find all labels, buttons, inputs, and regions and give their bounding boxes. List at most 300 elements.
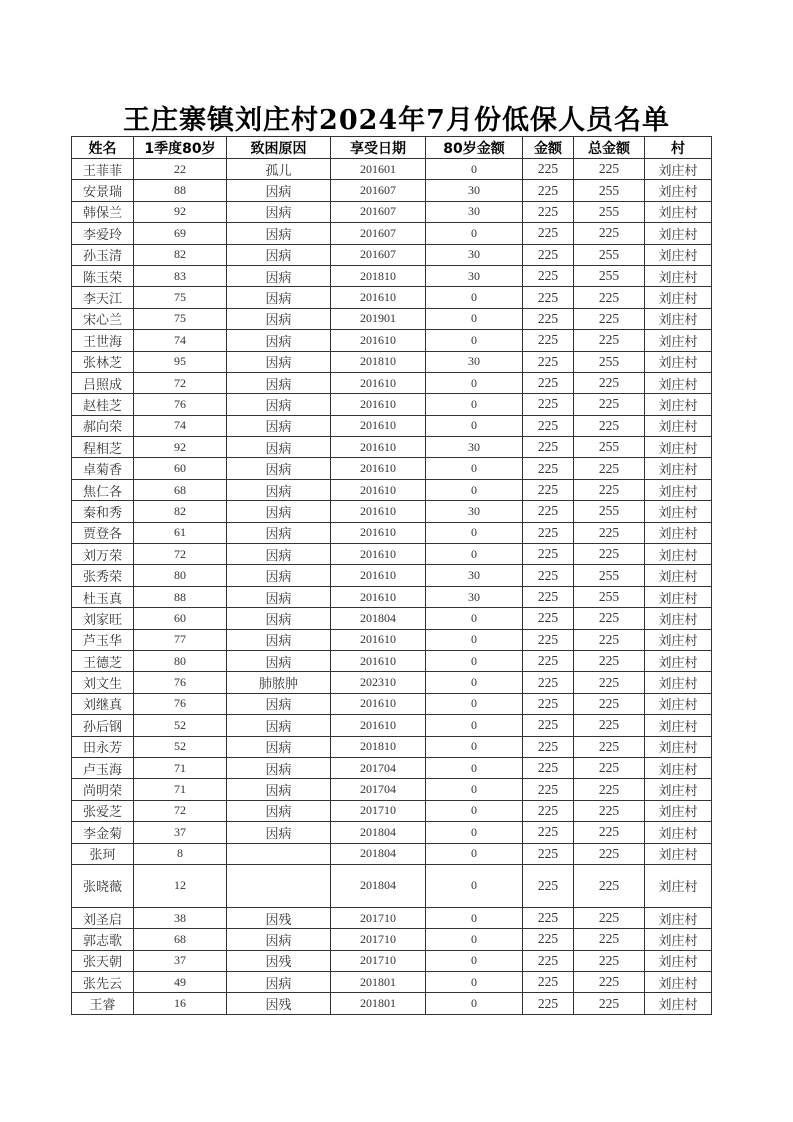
cell-village: 刘庄村	[645, 586, 712, 607]
cell-amount80: 0	[426, 715, 523, 736]
cell-q1-age: 16	[134, 993, 227, 1014]
cell-amount: 225	[523, 308, 574, 329]
cell-q1-age: 95	[134, 351, 227, 372]
cell-date: 201804	[331, 864, 426, 907]
cell-name: 张珂	[72, 843, 134, 864]
cell-amount: 225	[523, 372, 574, 393]
table-row	[72, 330, 712, 351]
cell-name: 张秀荣	[72, 565, 134, 586]
cell-total: 225	[574, 458, 645, 479]
cell-village: 刘庄村	[645, 159, 712, 180]
cell-total: 255	[574, 437, 645, 458]
cell-total: 225	[574, 479, 645, 500]
cell-amount80: 0	[426, 736, 523, 757]
cell-amount80: 0	[426, 757, 523, 778]
cell-name: 芦玉华	[72, 629, 134, 650]
cell-village: 刘庄村	[645, 972, 712, 993]
cell-date: 201610	[331, 693, 426, 714]
cell-q1-age: 82	[134, 244, 227, 265]
cell-date: 201610	[331, 394, 426, 415]
cell-q1-age: 37	[134, 822, 227, 843]
cell-q1-age: 37	[134, 950, 227, 971]
cell-village: 刘庄村	[645, 479, 712, 500]
cell-reason: 因病	[227, 757, 331, 778]
cell-amount80: 0	[426, 159, 523, 180]
cell-amount: 225	[523, 544, 574, 565]
cell-q1-age: 61	[134, 522, 227, 543]
cell-amount80: 0	[426, 800, 523, 821]
cell-total: 255	[574, 180, 645, 201]
cell-date: 201610	[331, 544, 426, 565]
table-row	[72, 458, 712, 479]
cell-reason: 因病	[227, 458, 331, 479]
cell-q1-age: 92	[134, 437, 227, 458]
table-row	[72, 394, 712, 415]
cell-amount80: 0	[426, 672, 523, 693]
cell-date: 202310	[331, 672, 426, 693]
cell-reason: 因病	[227, 265, 331, 286]
cell-total: 225	[574, 372, 645, 393]
cell-date: 201607	[331, 201, 426, 222]
cell-name: 吕照成	[72, 372, 134, 393]
cell-village: 刘庄村	[645, 929, 712, 950]
cell-date: 201710	[331, 800, 426, 821]
page-title: 王庄寨镇刘庄村2024年7月份低保人员名单	[123, 105, 670, 136]
cell-total: 225	[574, 822, 645, 843]
cell-reason: 因病	[227, 287, 331, 308]
cell-name: 刘万荣	[72, 544, 134, 565]
cell-total: 225	[574, 800, 645, 821]
cell-amount: 225	[523, 972, 574, 993]
cell-date: 201901	[331, 308, 426, 329]
cell-name: 赵桂芝	[72, 394, 134, 415]
cell-total: 225	[574, 864, 645, 907]
table-row	[72, 437, 712, 458]
cell-amount80: 30	[426, 501, 523, 522]
cell-reason: 因残	[227, 993, 331, 1014]
cell-name: 刘家旺	[72, 608, 134, 629]
cell-q1-age: 76	[134, 693, 227, 714]
cell-q1-age: 75	[134, 308, 227, 329]
table-row	[72, 608, 712, 629]
header-amount80: 80岁金额	[426, 137, 523, 159]
table-row	[72, 972, 712, 993]
cell-date: 201607	[331, 223, 426, 244]
cell-reason: 因病	[227, 929, 331, 950]
cell-date: 201610	[331, 650, 426, 671]
cell-amount80: 30	[426, 565, 523, 586]
cell-amount: 225	[523, 864, 574, 907]
table-row	[72, 864, 712, 907]
cell-q1-age: 38	[134, 907, 227, 928]
cell-amount: 225	[523, 608, 574, 629]
cell-village: 刘庄村	[645, 223, 712, 244]
cell-q1-age: 74	[134, 415, 227, 436]
table-row	[72, 672, 712, 693]
cell-date: 201810	[331, 736, 426, 757]
cell-date: 201804	[331, 822, 426, 843]
cell-village: 刘庄村	[645, 993, 712, 1014]
cell-reason: 因病	[227, 437, 331, 458]
cell-date: 201801	[331, 972, 426, 993]
cell-amount: 225	[523, 223, 574, 244]
cell-name: 张林芝	[72, 351, 134, 372]
cell-total: 225	[574, 993, 645, 1014]
cell-reason: 因病	[227, 650, 331, 671]
cell-amount80: 0	[426, 544, 523, 565]
cell-amount80: 0	[426, 950, 523, 971]
cell-date: 201610	[331, 629, 426, 650]
table-row	[72, 693, 712, 714]
cell-village: 刘庄村	[645, 308, 712, 329]
cell-total: 225	[574, 843, 645, 864]
cell-name: 刘文生	[72, 672, 134, 693]
cell-total: 255	[574, 244, 645, 265]
cell-total: 225	[574, 308, 645, 329]
cell-amount80: 0	[426, 907, 523, 928]
cell-reason: 因病	[227, 415, 331, 436]
cell-reason: 因病	[227, 779, 331, 800]
cell-date: 201610	[331, 372, 426, 393]
cell-total: 225	[574, 544, 645, 565]
cell-village: 刘庄村	[645, 693, 712, 714]
cell-q1-age: 74	[134, 330, 227, 351]
cell-village: 刘庄村	[645, 244, 712, 265]
cell-name: 王世海	[72, 330, 134, 351]
cell-amount80: 30	[426, 244, 523, 265]
cell-total: 225	[574, 672, 645, 693]
cell-date: 201601	[331, 159, 426, 180]
cell-amount: 225	[523, 244, 574, 265]
cell-amount: 225	[523, 650, 574, 671]
cell-date: 201610	[331, 330, 426, 351]
cell-reason: 因病	[227, 330, 331, 351]
cell-q1-age: 12	[134, 864, 227, 907]
cell-amount: 225	[523, 458, 574, 479]
cell-amount: 225	[523, 993, 574, 1014]
cell-amount80: 0	[426, 629, 523, 650]
cell-reason	[227, 864, 331, 907]
cell-amount80: 0	[426, 458, 523, 479]
cell-q1-age: 49	[134, 972, 227, 993]
cell-q1-age: 77	[134, 629, 227, 650]
table-row	[72, 159, 712, 180]
cell-date: 201610	[331, 586, 426, 607]
cell-village: 刘庄村	[645, 351, 712, 372]
cell-amount: 225	[523, 629, 574, 650]
cell-village: 刘庄村	[645, 544, 712, 565]
header-amount: 金额	[523, 137, 574, 159]
table-row	[72, 544, 712, 565]
cell-date: 201801	[331, 993, 426, 1014]
cell-name: 张天朝	[72, 950, 134, 971]
cell-village: 刘庄村	[645, 907, 712, 928]
cell-total: 225	[574, 907, 645, 928]
cell-total: 255	[574, 586, 645, 607]
recipients-table	[71, 136, 712, 1015]
header-total: 总金额	[574, 137, 645, 159]
cell-total: 225	[574, 929, 645, 950]
cell-name: 张爱芝	[72, 800, 134, 821]
cell-village: 刘庄村	[645, 437, 712, 458]
cell-amount80: 0	[426, 608, 523, 629]
cell-name: 卢玉海	[72, 757, 134, 778]
table-row	[72, 479, 712, 500]
table-row	[72, 501, 712, 522]
cell-amount80: 30	[426, 586, 523, 607]
cell-date: 201610	[331, 565, 426, 586]
cell-q1-age: 52	[134, 715, 227, 736]
cell-village: 刘庄村	[645, 864, 712, 907]
cell-amount80: 0	[426, 993, 523, 1014]
cell-amount80: 0	[426, 650, 523, 671]
cell-amount80: 0	[426, 223, 523, 244]
cell-name: 焦仁各	[72, 479, 134, 500]
cell-date: 201610	[331, 287, 426, 308]
cell-q1-age: 72	[134, 800, 227, 821]
cell-amount80: 0	[426, 479, 523, 500]
table-row	[72, 244, 712, 265]
cell-name: 程相芝	[72, 437, 134, 458]
cell-name: 陈玉荣	[72, 265, 134, 286]
cell-q1-age: 71	[134, 779, 227, 800]
cell-q1-age: 52	[134, 736, 227, 757]
cell-date: 201710	[331, 950, 426, 971]
cell-name: 李天江	[72, 287, 134, 308]
cell-reason: 因病	[227, 394, 331, 415]
table-row	[72, 800, 712, 821]
cell-village: 刘庄村	[645, 265, 712, 286]
header-date: 享受日期	[331, 137, 426, 159]
cell-reason: 因病	[227, 522, 331, 543]
cell-name: 王睿	[72, 993, 134, 1014]
cell-village: 刘庄村	[645, 822, 712, 843]
cell-amount: 225	[523, 522, 574, 543]
cell-date: 201704	[331, 779, 426, 800]
cell-amount: 225	[523, 800, 574, 821]
table-row	[72, 586, 712, 607]
cell-reason: 因病	[227, 201, 331, 222]
cell-name: 贾登各	[72, 522, 134, 543]
cell-reason: 因病	[227, 372, 331, 393]
cell-amount: 225	[523, 394, 574, 415]
header-village: 村	[645, 137, 712, 159]
table-row	[72, 929, 712, 950]
cell-village: 刘庄村	[645, 950, 712, 971]
table-row	[72, 907, 712, 928]
cell-reason: 肺脓肿	[227, 672, 331, 693]
cell-amount: 225	[523, 715, 574, 736]
table-row	[72, 950, 712, 971]
cell-date: 201810	[331, 265, 426, 286]
cell-reason: 因病	[227, 180, 331, 201]
cell-name: 王德芝	[72, 650, 134, 671]
cell-amount: 225	[523, 736, 574, 757]
cell-village: 刘庄村	[645, 608, 712, 629]
cell-amount: 225	[523, 586, 574, 607]
cell-reason: 因病	[227, 501, 331, 522]
cell-name: 郝向荣	[72, 415, 134, 436]
cell-name: 秦和秀	[72, 501, 134, 522]
table-row	[72, 715, 712, 736]
cell-reason: 因病	[227, 308, 331, 329]
cell-total: 225	[574, 779, 645, 800]
cell-total: 225	[574, 394, 645, 415]
cell-village: 刘庄村	[645, 629, 712, 650]
cell-total: 225	[574, 693, 645, 714]
cell-name: 郭志歌	[72, 929, 134, 950]
table-row	[72, 287, 712, 308]
table-row	[72, 736, 712, 757]
table-row	[72, 415, 712, 436]
cell-amount80: 0	[426, 330, 523, 351]
cell-total: 225	[574, 159, 645, 180]
header-q1-age: 1季度80岁	[134, 137, 227, 159]
cell-village: 刘庄村	[645, 180, 712, 201]
cell-name: 韩保兰	[72, 201, 134, 222]
cell-q1-age: 83	[134, 265, 227, 286]
cell-village: 刘庄村	[645, 715, 712, 736]
header-reason: 致困原因	[227, 137, 331, 159]
cell-total: 225	[574, 608, 645, 629]
cell-q1-age: 82	[134, 501, 227, 522]
cell-amount80: 0	[426, 415, 523, 436]
cell-name: 李金菊	[72, 822, 134, 843]
table-row	[72, 180, 712, 201]
cell-amount: 225	[523, 779, 574, 800]
cell-date: 201610	[331, 715, 426, 736]
cell-name: 刘圣启	[72, 907, 134, 928]
cell-reason: 因病	[227, 972, 331, 993]
cell-name: 王菲菲	[72, 159, 134, 180]
cell-date: 201710	[331, 929, 426, 950]
cell-amount: 225	[523, 479, 574, 500]
cell-date: 201610	[331, 437, 426, 458]
cell-name: 刘继真	[72, 693, 134, 714]
cell-amount: 225	[523, 201, 574, 222]
cell-q1-age: 88	[134, 586, 227, 607]
cell-reason: 因病	[227, 608, 331, 629]
cell-village: 刘庄村	[645, 757, 712, 778]
cell-reason: 因病	[227, 800, 331, 821]
cell-amount: 225	[523, 693, 574, 714]
cell-total: 255	[574, 351, 645, 372]
cell-name: 孙玉清	[72, 244, 134, 265]
table-row	[72, 843, 712, 864]
cell-amount80: 0	[426, 308, 523, 329]
cell-date: 201610	[331, 415, 426, 436]
cell-amount: 225	[523, 501, 574, 522]
cell-reason: 因病	[227, 629, 331, 650]
cell-amount80: 30	[426, 201, 523, 222]
cell-amount: 225	[523, 415, 574, 436]
cell-village: 刘庄村	[645, 458, 712, 479]
table-row	[72, 650, 712, 671]
cell-total: 225	[574, 629, 645, 650]
cell-village: 刘庄村	[645, 522, 712, 543]
table-row	[72, 201, 712, 222]
cell-reason: 因病	[227, 736, 331, 757]
cell-name: 安景瑞	[72, 180, 134, 201]
cell-total: 255	[574, 201, 645, 222]
cell-date: 201804	[331, 608, 426, 629]
cell-village: 刘庄村	[645, 779, 712, 800]
cell-reason: 孤儿	[227, 159, 331, 180]
cell-amount80: 0	[426, 972, 523, 993]
cell-amount: 225	[523, 822, 574, 843]
cell-name: 尚明荣	[72, 779, 134, 800]
cell-total: 225	[574, 287, 645, 308]
cell-amount: 225	[523, 950, 574, 971]
cell-amount80: 30	[426, 180, 523, 201]
cell-amount80: 0	[426, 372, 523, 393]
cell-village: 刘庄村	[645, 394, 712, 415]
cell-name: 张先云	[72, 972, 134, 993]
table-row	[72, 308, 712, 329]
cell-village: 刘庄村	[645, 565, 712, 586]
cell-reason: 因残	[227, 950, 331, 971]
cell-amount: 225	[523, 180, 574, 201]
cell-q1-age: 60	[134, 608, 227, 629]
cell-amount: 225	[523, 287, 574, 308]
cell-amount: 225	[523, 907, 574, 928]
cell-q1-age: 76	[134, 394, 227, 415]
cell-amount80: 30	[426, 437, 523, 458]
cell-village: 刘庄村	[645, 501, 712, 522]
cell-date: 201610	[331, 501, 426, 522]
cell-q1-age: 71	[134, 757, 227, 778]
cell-date: 201610	[331, 479, 426, 500]
cell-amount80: 30	[426, 265, 523, 286]
cell-q1-age: 80	[134, 650, 227, 671]
cell-total: 255	[574, 501, 645, 522]
cell-reason: 因病	[227, 544, 331, 565]
cell-date: 201804	[331, 843, 426, 864]
cell-total: 225	[574, 650, 645, 671]
cell-name: 卓菊香	[72, 458, 134, 479]
cell-date: 201607	[331, 180, 426, 201]
cell-total: 225	[574, 757, 645, 778]
cell-village: 刘庄村	[645, 672, 712, 693]
cell-q1-age: 72	[134, 544, 227, 565]
cell-total: 225	[574, 736, 645, 757]
cell-total: 255	[574, 565, 645, 586]
cell-village: 刘庄村	[645, 843, 712, 864]
cell-village: 刘庄村	[645, 201, 712, 222]
cell-q1-age: 60	[134, 458, 227, 479]
cell-amount: 225	[523, 351, 574, 372]
table-row	[72, 993, 712, 1014]
cell-date: 201710	[331, 907, 426, 928]
table-row	[72, 351, 712, 372]
cell-q1-age: 69	[134, 223, 227, 244]
cell-name: 张晓薇	[72, 864, 134, 907]
cell-total: 225	[574, 223, 645, 244]
table-row	[72, 372, 712, 393]
cell-total: 225	[574, 415, 645, 436]
table-row	[72, 779, 712, 800]
cell-amount: 225	[523, 437, 574, 458]
table-row	[72, 822, 712, 843]
cell-reason: 因残	[227, 907, 331, 928]
cell-amount: 225	[523, 843, 574, 864]
cell-reason: 因病	[227, 586, 331, 607]
cell-village: 刘庄村	[645, 800, 712, 821]
cell-amount: 225	[523, 265, 574, 286]
cell-date: 201810	[331, 351, 426, 372]
cell-amount80: 0	[426, 779, 523, 800]
cell-name: 田永芳	[72, 736, 134, 757]
